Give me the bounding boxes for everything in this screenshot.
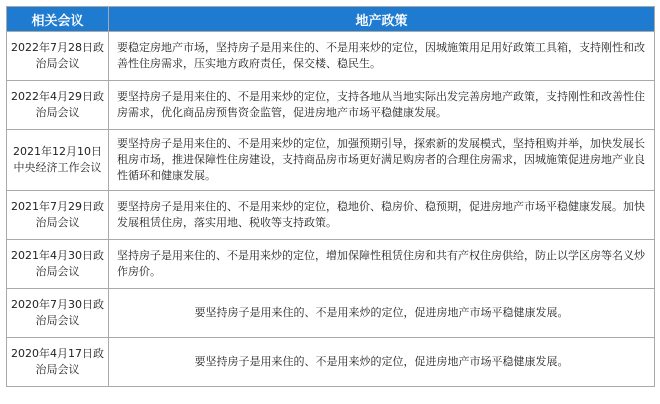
header-meeting: 相关会议 (7, 7, 109, 32)
policy-cell: 坚持房子是用来住的、不是用来炒的定位，增加保障性租赁住房和共有产权住房供给，防止以学区房等名义炒作房价。 (109, 240, 655, 289)
meeting-cell: 2021年7月29日政治局会议 (7, 191, 109, 240)
header-policy: 地产政策 (109, 7, 655, 32)
meeting-cell: 2021年4月30日政治局会议 (7, 240, 109, 289)
policy-cell: 要稳定房地产市场，坚持房子是用来住的、不是用来炒的定位，因城施策用足用好政策工具箱，支持刚性和改善性住房需求，压实地方政府责任，保交楼、稳民生。 (109, 32, 655, 81)
policy-cell: 要坚持房子是用来住的、不是用来炒的定位，促进房地产市场平稳健康发展。 (109, 338, 655, 387)
table-row (7, 240, 655, 289)
meeting-cell: 2022年7月28日政治局会议 (7, 32, 109, 81)
meeting-cell: 2020年4月17日政治局会议 (7, 338, 109, 387)
table-row (7, 81, 655, 130)
meeting-cell: 2021年12月10日中央经济工作会议 (7, 130, 109, 191)
policy-table (6, 6, 655, 387)
table-row (7, 130, 655, 191)
meeting-cell: 2020年7月30日政治局会议 (7, 289, 109, 338)
table-header-row (7, 7, 655, 32)
table-row (7, 32, 655, 81)
meeting-cell: 2022年4月29日政治局会议 (7, 81, 109, 130)
policy-cell: 要坚持房子是用来住的、不是用来炒的定位，加强预期引导，探索新的发展模式，坚持租购并举，加快发展长租房市场，推进保障性住房建设，支持商品房市场更好满足购房者的合理住房需求，因城施策促进房地产业良性循环和健康发展。 (109, 130, 655, 191)
policy-table-container (6, 6, 654, 387)
policy-cell: 要坚持房子是用来住的、不是用来炒的定位，稳地价、稳房价、稳预期，促进房地产市场平稳健康发展。加快发展租赁住房，落实用地、税收等支持政策。 (109, 191, 655, 240)
table-row (7, 289, 655, 338)
policy-cell: 要坚持房子是用来住的、不是用来炒的定位，促进房地产市场平稳健康发展。 (109, 289, 655, 338)
policy-cell: 要坚持房子是用来住的、不是用来炒的定位，支持各地从当地实际出发完善房地产政策，支持刚性和改善性住房需求，优化商品房预售资金监管，促进房地产市场平稳健康发展。 (109, 81, 655, 130)
table-row (7, 191, 655, 240)
table-row (7, 338, 655, 387)
